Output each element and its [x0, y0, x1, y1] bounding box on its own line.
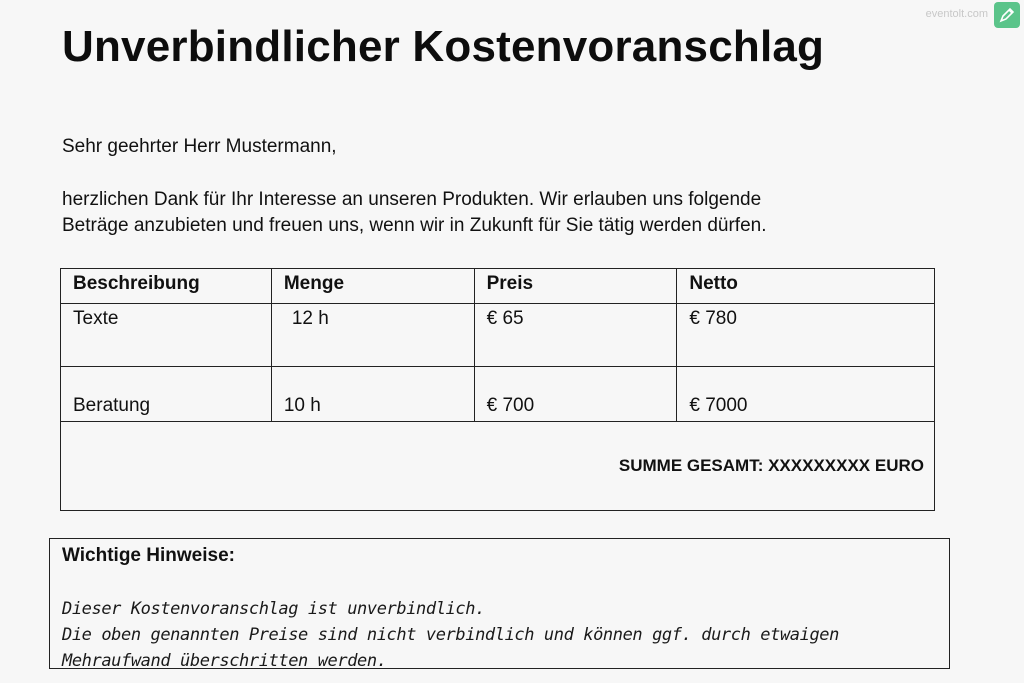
header-netto: Netto — [677, 269, 935, 304]
cost-table — [60, 268, 935, 511]
notes-line: Die oben genannten Preise sind nicht verbindlich und können ggf. durch etwaigen — [62, 625, 839, 645]
intro-paragraph — [62, 187, 766, 239]
total-sum: SUMME GESAMT: XXXXXXXXX EURO — [61, 422, 935, 511]
header-menge: Menge — [271, 269, 474, 304]
cell-beschreibung: Texte — [61, 304, 272, 367]
greeting: Sehr geehrter Herr Mustermann, — [62, 136, 337, 157]
table-row — [61, 367, 935, 422]
cell-menge: 10 h — [271, 367, 474, 422]
cell-preis: € 700 — [474, 367, 677, 422]
watermark-text: eventolt.com — [925, 8, 988, 20]
cell-beschreibung: Beratung — [61, 367, 272, 422]
table-row — [61, 304, 935, 367]
intro-line: Beträge anzubieten und freuen uns, wenn wir in Zukunft für Sie tätig werden dürfen. — [62, 215, 767, 236]
document-title: Unverbindlicher Kostenvoranschlag — [62, 22, 825, 71]
notes-line: Mehraufwand überschritten werden. — [62, 651, 387, 671]
total-row — [61, 422, 935, 511]
table-header-row — [61, 269, 935, 304]
cell-menge-value: 12 h — [291, 308, 329, 329]
intro-line: herzlichen Dank für Ihr Interesse an unseren Produkten. Wir erlauben uns folgende — [62, 189, 762, 210]
cell-netto: € 7000 — [677, 367, 935, 422]
notes-title: Wichtige Hinweise: — [62, 545, 235, 566]
cell-preis: € 65 — [474, 304, 677, 367]
pen-icon — [994, 2, 1020, 28]
cell-netto: € 780 — [677, 304, 935, 367]
cell-menge — [271, 304, 474, 367]
notes-body — [62, 596, 839, 674]
header-beschreibung: Beschreibung — [61, 269, 272, 304]
notes-line: Dieser Kostenvoranschlag ist unverbindlich. — [62, 599, 485, 619]
header-preis: Preis — [474, 269, 677, 304]
notes-box — [49, 538, 950, 669]
